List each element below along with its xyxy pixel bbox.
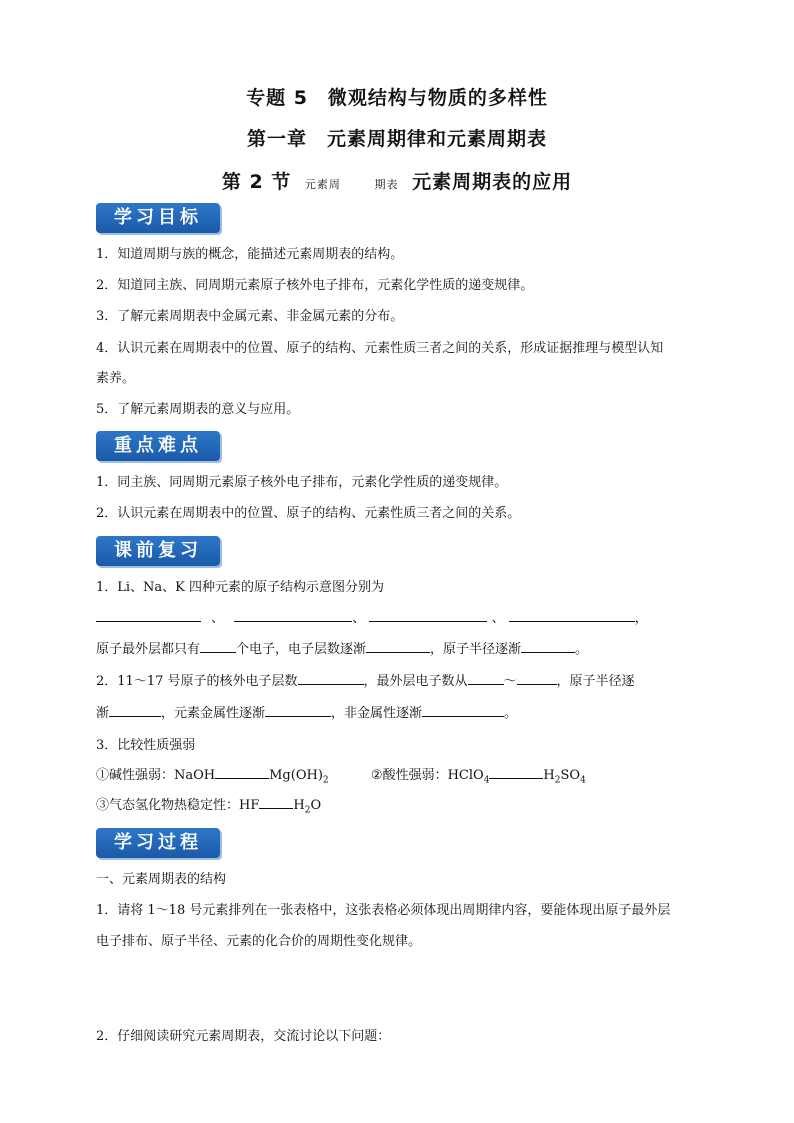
answer-blank[interactable] [521,640,575,653]
text: ②酸性强弱：HClO [370,768,484,783]
answer-blank[interactable] [259,796,293,809]
section-subtitle-b: 期表 [374,178,399,191]
separator: 、 [352,611,366,626]
text: 。 [504,706,518,721]
review-q1-blanks [96,609,648,629]
section-name: 元素周期表的应用 [412,171,573,193]
subscript: 4 [580,775,586,786]
answer-blank[interactable] [215,766,269,779]
answer-blank[interactable] [509,609,635,622]
text: 原子最外层都只有 [96,642,201,657]
text: ③气态氢化物热稳定性：HF [96,798,260,813]
formula: Mg(OH) [269,768,323,783]
review-q1: 1．Li、Na、K 四种元素的原子结构示意图分别为 [96,580,385,595]
goal-5: 5．了解元素周期表的意义与应用。 [96,402,300,417]
key-1: 1．同主族、同周期元素原子核外电子排布，元素化学性质的递变规律。 [96,475,508,490]
process-heading: 一、元素周期表的结构 [96,872,227,887]
goal-1: 1．知道周期与族的概念，能描述元素周期表的结构。 [96,247,404,262]
topic-title: 专题 5 微观结构与物质的多样性 [246,87,548,109]
formula: O [310,798,322,813]
answer-blank[interactable] [200,640,236,653]
review-q3-c [96,796,321,821]
process-p1: 1．请将 1～18 号元素排列在一张表格中，这张表格必须体现出周期律内容，要能体现出原子最外层 [96,903,671,918]
text: 渐 [96,706,110,721]
text: ，最外层电子数从 [363,674,468,689]
review-banner: 课前复习 [96,536,220,566]
chapter-title: 第一章 元素周期律和元素周期表 [246,128,547,150]
answer-blank[interactable] [517,672,557,685]
section-number: 第 2 节 [221,171,292,193]
answer-blank[interactable] [468,672,504,685]
section-subtitle-a: 元素周 [304,178,341,191]
subscript: 4 [483,775,490,786]
goal-3: 3．了解元素周期表中金属元素、非金属元素的分布。 [96,309,404,324]
text: 。 [575,642,589,657]
subscript: 2 [554,775,561,786]
answer-blank[interactable] [298,672,364,685]
answer-blank[interactable] [422,704,504,717]
text: ～ [503,674,517,689]
key-2: 2．认识元素在周期表中的位置、原子的结构、元素性质三者之间的关系。 [96,506,521,521]
answer-blank[interactable] [234,609,352,622]
review-q2-cont [96,704,517,724]
text: ，元素金属性逐渐 [161,706,266,721]
goal-4-cont: 素养。 [96,371,136,386]
answer-blank[interactable] [489,766,543,779]
answer-blank[interactable] [369,609,487,622]
text: ，原子半径逐渐 [430,642,522,657]
text: 个电子，电子层数逐渐 [236,642,367,657]
section-title [0,167,794,194]
separator: 、 [491,611,505,626]
keys-banner: 重点难点 [96,431,220,461]
formula: H [543,768,555,783]
text: 2．11～17 号原子的核外电子层数 [96,674,298,689]
process-banner: 学习过程 [96,828,220,858]
subscript: 2 [322,775,329,786]
review-q3-a [96,766,586,791]
process-p1-cont: 电子排布、原子半径、元素的化合价的周期性变化规律。 [96,934,422,949]
separator: ， [634,611,648,626]
subscript: 2 [304,805,311,816]
goal-2: 2．知道同主族、同周期元素原子核外电子排布，元素化学性质的递变规律。 [96,278,534,293]
process-p2: 2．仔细阅读研究元素周期表，交流讨论以下问题： [96,1029,391,1044]
separator: 、 [211,611,225,626]
goals-banner: 学习目标 [96,203,220,233]
answer-blank[interactable] [109,704,161,717]
text: ①碱性强弱：NaOH [96,768,216,783]
text: ，原子半径逐 [556,674,635,689]
answer-blank[interactable] [265,704,331,717]
formula: SO [560,768,581,783]
answer-blank[interactable] [366,640,430,653]
answer-blank[interactable] [96,609,201,622]
review-q2 [96,672,635,692]
text: ，非金属性逐渐 [331,706,423,721]
review-q1-text [96,640,588,660]
review-q3: 3．比较性质强弱 [96,738,196,753]
formula: H [293,798,305,813]
goal-4: 4．认识元素在周期表中的位置、原子的结构、元素性质三者之间的关系，形成证据推理与模型认知 [96,341,664,356]
